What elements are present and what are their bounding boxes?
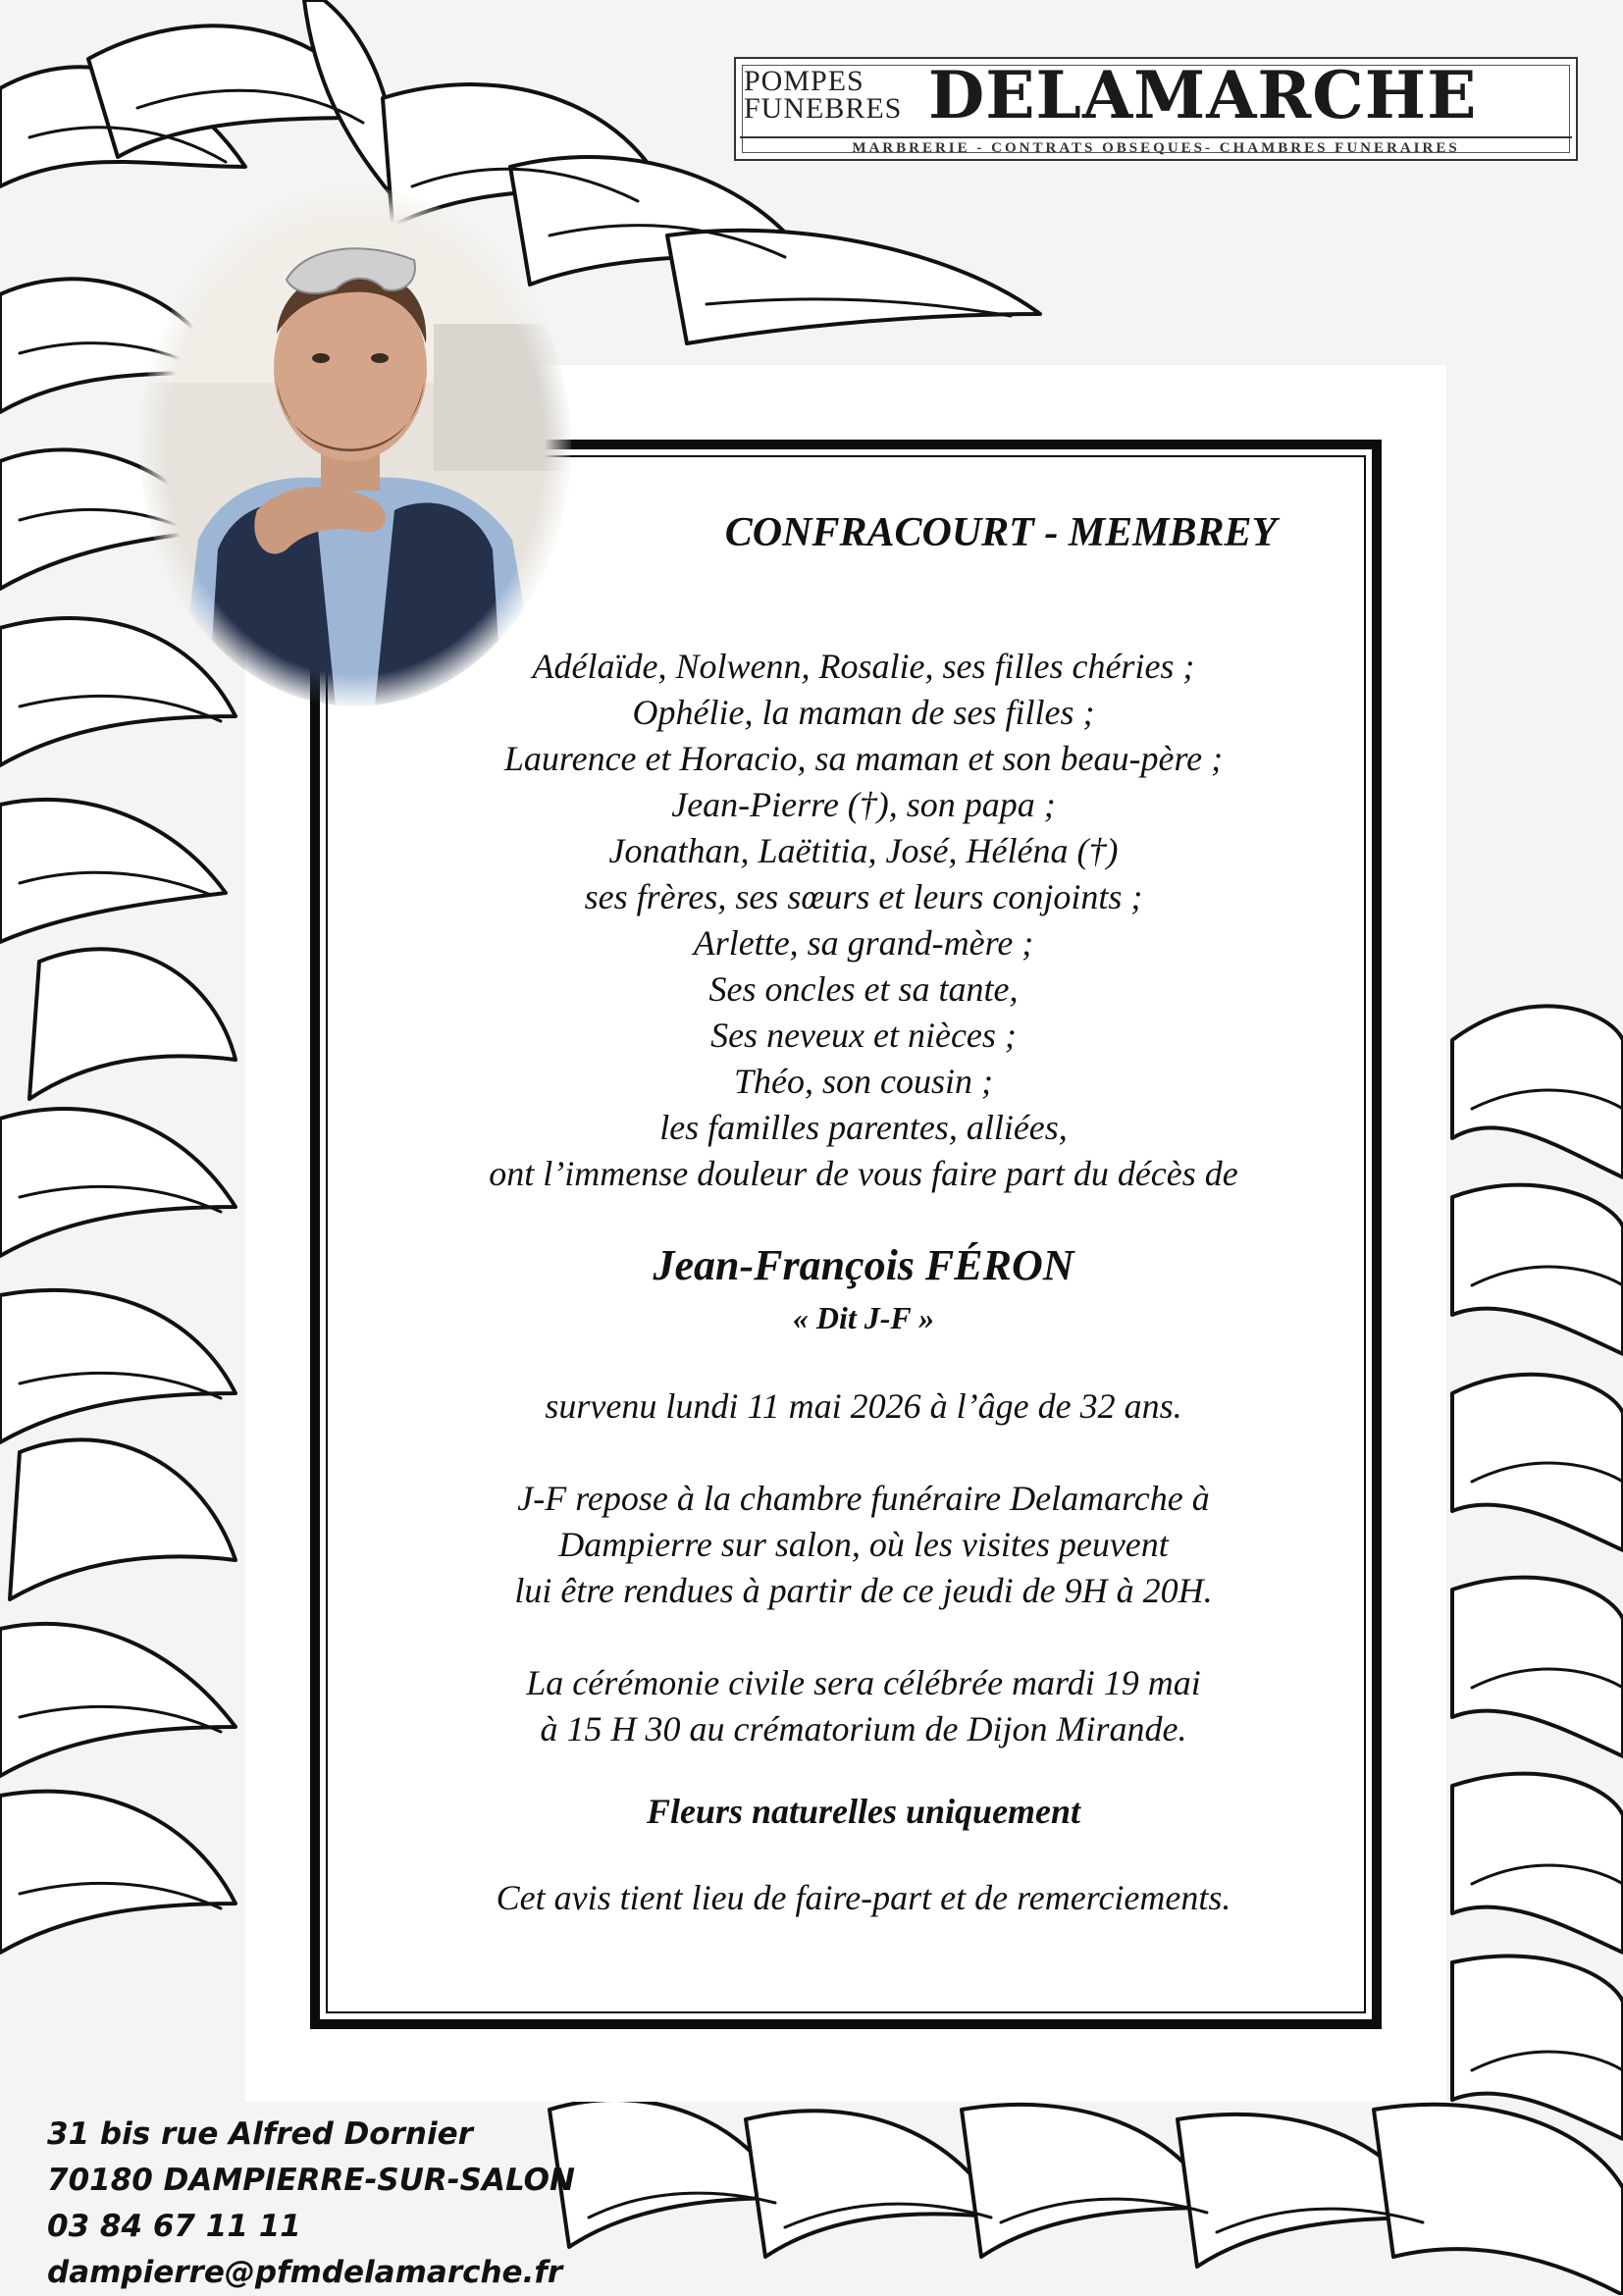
funeral-home-logo <box>734 57 1578 161</box>
flowers-note: Fleurs naturelles uniquement <box>646 1792 1081 1831</box>
family-line: Arlette, sa grand-mère ; <box>693 923 1034 963</box>
family-line: Jonathan, Laëtitia, José, Héléna (†) <box>608 831 1119 870</box>
deceased-name: Jean-François FÉRON <box>653 1241 1074 1289</box>
family-line: Laurence et Horacio, sa maman et son beau-père ; <box>503 739 1224 778</box>
family-line: ont l’immense douleur de vous faire part du décès de <box>489 1154 1238 1193</box>
portrait-photo <box>139 186 571 706</box>
deceased-nickname: « Dit J-F » <box>792 1300 935 1335</box>
funeral-home-address <box>47 2112 575 2296</box>
family-line: Ophélie, la maman de ses filles ; <box>632 693 1095 732</box>
notice-place: CONFRACOURT - MEMBREY <box>724 510 1278 555</box>
rest-info <box>324 1476 1403 1614</box>
family-line: Ses neveux et nièces ; <box>710 1016 1017 1055</box>
ceremony-line: La cérémonie civile sera célébrée mardi 19 mai <box>526 1663 1201 1702</box>
ceremony-line: à 15 H 30 au crématorium de Dijon Mirande. <box>540 1709 1187 1748</box>
rest-line: Dampierre sur salon, où les visites peuvent <box>558 1525 1169 1564</box>
family-line: Adélaïde, Nolwenn, Rosalie, ses filles chéries ; <box>532 647 1195 686</box>
logo-line-2: FUNEBRES <box>744 92 903 125</box>
logo-line-1: POMPES <box>744 65 864 97</box>
address-email[interactable]: dampierre@pfmdelamarche.fr <box>47 2255 563 2290</box>
closing-note: Cet avis tient lieu de faire-part et de remerciements. <box>496 1878 1231 1917</box>
family-line: Jean-Pierre (†), son papa ; <box>671 785 1056 824</box>
address-phone: 03 84 67 11 11 <box>47 2209 301 2244</box>
address-street: 31 bis rue Alfred Dornier <box>47 2116 473 2152</box>
family-announcement <box>324 644 1403 1197</box>
family-line: Théo, son cousin ; <box>734 1062 993 1101</box>
logo-name: DELAMARCHE <box>928 57 1478 133</box>
address-city: 70180 DAMPIERRE-SUR-SALON <box>47 2163 575 2198</box>
family-line: Ses oncles et sa tante, <box>708 969 1019 1009</box>
family-line: les familles parentes, alliées, <box>659 1108 1068 1147</box>
logo-services: MARBRERIE - CONTRATS OBSEQUES- CHAMBRES FUNERAIRES <box>740 136 1572 157</box>
ceremony-info <box>324 1660 1403 1752</box>
family-line: ses frères, ses sœurs et leurs conjoints ; <box>584 877 1143 916</box>
rest-line: J-F repose à la chambre funéraire Delamarche à <box>517 1479 1210 1518</box>
death-info: survenu lundi 11 mai 2026 à l’âge de 32 ans. <box>545 1386 1182 1426</box>
rest-line: lui être rendues à partir de ce jeudi de 9H à 20H. <box>514 1571 1213 1610</box>
